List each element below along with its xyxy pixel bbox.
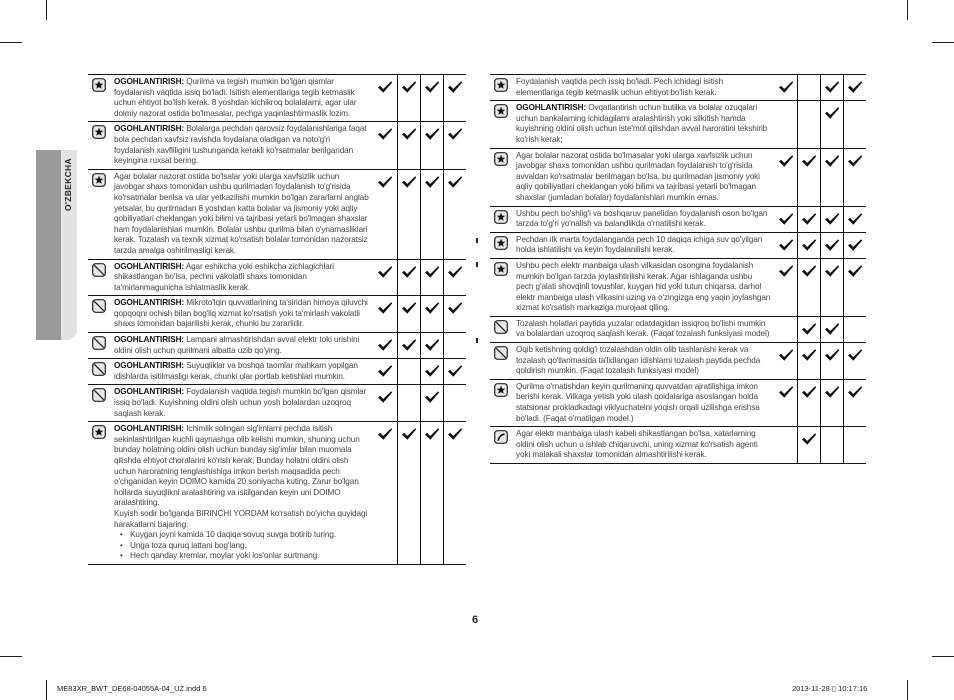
check-icon [424, 80, 440, 94]
model-column-cell [775, 148, 798, 206]
crop-mark [907, 0, 908, 20]
model-column-cell [398, 169, 421, 259]
safety-row [88, 359, 466, 385]
model-column-cell [798, 206, 821, 232]
check-icon [424, 364, 440, 378]
warning-text: Agar elektr manbaiga ulash kabeli shikastlangan bo'lsa, xatarlarning oldini olish uchun u ishlab chiqaruvchi, uning xizmat ko'rsatish agenti yoki malakali shaxslar tomonidan almashtirilishi kerak. [516, 429, 758, 460]
check-icon [778, 238, 794, 252]
star-icon [494, 236, 508, 250]
row-text [514, 148, 775, 206]
model-column-cell [373, 169, 398, 259]
footer-timestamp: 2013-11-28 ▯ 10:17:16 [792, 684, 868, 693]
model-column-cell [844, 427, 867, 464]
model-column-cell [398, 422, 421, 565]
warning-text: Foydalanish vaqtida tegish mumkin bo'lgan qismlar issiq bo'ladi. Kuyishning oldini olish uchun yosh bolalardan uzoqroq saqlash kerak. [114, 387, 367, 418]
check-icon [801, 264, 817, 278]
right-safety-table [490, 74, 866, 464]
model-column-cell [444, 385, 467, 422]
gutter-mark [476, 238, 478, 243]
safety-row [490, 343, 866, 380]
model-column-cell [775, 75, 798, 101]
model-column-cell [798, 232, 821, 258]
check-icon [778, 80, 794, 94]
star-icon [494, 152, 508, 166]
star-icon [92, 125, 106, 139]
warning-label: OGOHLANTIRISH: [114, 387, 185, 397]
check-icon [377, 80, 393, 94]
check-icon [377, 427, 393, 441]
check-icon [824, 385, 840, 399]
check-icon [778, 385, 794, 399]
row-icon-cell [490, 148, 514, 206]
model-column-cell [444, 296, 467, 333]
gutter-mark [476, 338, 478, 343]
row-text [514, 101, 775, 148]
row-text [514, 379, 775, 426]
model-column-cell [398, 296, 421, 333]
model-column-cell [821, 148, 844, 206]
check-icon [847, 264, 863, 278]
check-icon [424, 175, 440, 189]
row-icon-cell [490, 75, 514, 101]
check-icon [824, 154, 840, 168]
check-icon [447, 364, 463, 378]
model-column-cell [421, 169, 444, 259]
check-icon [424, 338, 440, 352]
model-column-cell [421, 359, 444, 385]
row-icon-cell [88, 75, 112, 122]
check-icon [847, 238, 863, 252]
model-column-cell [444, 422, 467, 565]
check-icon [824, 106, 840, 120]
model-column-cell [398, 359, 421, 385]
warning-text: Ushbu pech bo'shlig'i va boshqaruv panelidan foydalanish oson bo'lgan tarzda to'g'ri yo'nalish va balandlikda o'rnatilishi kerak. [516, 208, 768, 229]
safety-row [490, 232, 866, 258]
model-column-cell [844, 75, 867, 101]
row-text [514, 232, 775, 258]
row-text [112, 422, 373, 565]
model-column-cell [798, 379, 821, 426]
model-column-cell [444, 169, 467, 259]
model-column-cell [821, 206, 844, 232]
check-icon [824, 212, 840, 226]
model-column-cell [373, 75, 398, 122]
model-column-cell [844, 148, 867, 206]
warning-text: Ovqatlantirish uchun butilka va bolalar ozuqalari uchun bankalarning ichidagilarni aralashtirish yoki silkitish hamda kuyishning oldini olish uchun iste'mol qilishdan avval haroratini tekshirib ko'rish kerak; [516, 103, 768, 144]
warning-text: Bolalarga pechdan qarovsiz foydalanishlariga faqat bola pechdan xavfsiz ravishda foydalana oladigan va noto'g'ri foydalanish xavfliligini tushunganda kerakli ko'rsatmalar berilgandan keyingina ruxsat bering. [114, 124, 367, 166]
row-icon-cell [88, 122, 112, 169]
gutter-mark [476, 262, 478, 267]
row-icon-cell [88, 422, 112, 565]
row-icon-cell [88, 333, 112, 359]
row-text [514, 343, 775, 380]
check-icon [801, 432, 817, 446]
row-icon-cell [490, 316, 514, 342]
model-column-cell [821, 101, 844, 148]
model-column-cell [421, 75, 444, 122]
model-column-cell [421, 385, 444, 422]
phone-icon [494, 430, 508, 444]
check-icon [847, 80, 863, 94]
safety-row [88, 385, 466, 422]
prohibited-icon [494, 346, 508, 360]
model-column-cell [844, 343, 867, 380]
model-column-cell [844, 316, 867, 342]
model-column-cell [821, 379, 844, 426]
row-text [112, 169, 373, 259]
footer-filename: ME83XR_BWT_DE68-04055A-04_UZ.indd 6 [57, 684, 207, 693]
model-column-cell [821, 258, 844, 316]
model-column-cell [821, 232, 844, 258]
model-column-cell [398, 75, 421, 122]
warning-text: Foydalanish vaqtida pech issiq bo'ladi. Pech ichidagi isitish elementlariga tegib ketmaslik uchun ehtiyot bo'lish kerak. [516, 77, 724, 97]
model-column-cell [373, 333, 398, 359]
check-icon [824, 264, 840, 278]
prohibited-icon [92, 362, 106, 376]
model-column-cell [373, 296, 398, 333]
model-column-cell [444, 333, 467, 359]
row-text [112, 385, 373, 422]
model-column-cell [798, 343, 821, 380]
warning-text: Qurilma o'rnatishdan keyin qurilmaning quvvatdan ajratilishiga imkon berishi kerak. Vilkaga yetish yoki ulash qoidalariga asoslangan holda statsionar prokladkadagi viklyuchatelni yoqish orqali uzilishga erishsa bo'ladi. (Faqat o'rnatilgan model.) [516, 381, 760, 423]
model-column-cell [373, 422, 398, 565]
row-text [112, 296, 373, 333]
check-icon [401, 175, 417, 189]
row-icon-cell [88, 385, 112, 422]
safety-row [490, 258, 866, 316]
side-tab-label: O'ZBEKCHA [63, 158, 73, 211]
check-icon [424, 127, 440, 141]
row-text [112, 122, 373, 169]
warning-text: Lampani almashtirishdan avval elektr toki urishini oldini olish uchun qurilmani albatta uzib qo'ying. [114, 335, 360, 355]
model-column-cell [421, 422, 444, 565]
row-icon-cell [490, 427, 514, 464]
prohibited-icon [92, 336, 106, 350]
warning-text: Tozalash holatlari paytida yuzalar odatdagidan issiqroq bo'lishi mumkin va bolalardan uzoqroq saqlash kerak. (Faqat tozalash funksiyasi model) [516, 318, 770, 339]
check-icon [424, 301, 440, 315]
first-aid-item: • Hech qanday kremlar, moylar yoki los'onlar surtmang. [130, 551, 369, 562]
model-column-cell [775, 232, 798, 258]
check-icon [847, 385, 863, 399]
row-icon-cell [88, 259, 112, 296]
safety-row [490, 379, 866, 426]
warning-text: Suyuqliklar va boshqa taomlar mahkam yopilgan idishlarda isitilmasligi kerak, chunki ular portlab ketishlari mumkin. [114, 361, 358, 381]
row-text [112, 333, 373, 359]
first-aid-list [114, 530, 369, 562]
warning-label: OGOHLANTIRISH: [114, 261, 185, 271]
row-icon-cell [88, 296, 112, 333]
safety-row [88, 333, 466, 359]
warning-label: OGOHLANTIRISH: [114, 335, 185, 345]
check-icon [824, 348, 840, 362]
model-column-cell [421, 122, 444, 169]
safety-row [490, 75, 866, 101]
model-column-cell [844, 258, 867, 316]
prohibited-icon [92, 263, 106, 277]
model-column-cell [775, 258, 798, 316]
safety-row [490, 206, 866, 232]
check-icon [377, 364, 393, 378]
check-icon [424, 427, 440, 441]
star-icon [92, 425, 106, 439]
star-icon [92, 173, 106, 187]
first-aid-intro: Kuyish sodir bo'lganda BIRINCHI YORDAM ko'rsatish bo'yicha quyidagi harakatlarni bajaring: [114, 508, 368, 529]
model-column-cell [398, 385, 421, 422]
warning-text: Mikroto'lqin quvvatlarining ta'siridan himoya qiluvchi qopqoqni ochish bilan bog'liq xizmat ko'rsatish yoki ta'mirlash vakolatli shaxs tomonidan bajarilishi kerak, chunki bu zararlidir. [114, 298, 368, 329]
check-icon [778, 264, 794, 278]
check-icon [447, 175, 463, 189]
model-column-cell [444, 259, 467, 296]
model-column-cell [398, 333, 421, 359]
crop-mark [907, 680, 908, 700]
check-icon [401, 265, 417, 279]
check-icon [447, 127, 463, 141]
safety-row [490, 316, 866, 342]
crop-mark [46, 0, 47, 20]
first-aid-item: • Kuygan joyni kamida 10 daqiqa sovuq suvga botirib turing. [130, 530, 369, 541]
model-column-cell [775, 206, 798, 232]
check-icon [377, 127, 393, 141]
check-icon [824, 80, 840, 94]
language-side-tab [36, 150, 77, 340]
check-icon [377, 301, 393, 315]
warning-text: Qurilma va tegish mumkin bo'lgan qismlar foydalanish vaqtida issiq bo'ladi. Isitish elementlariga tegib ketmaslik uchun ehtiyot bo'lish kerak. 8 yoshdan kichikroq bolalalarni, agar ular doimiy nazorat ostida bo'lmasalar, pechga yaqinlashtirmaslik lozim. [114, 77, 357, 118]
check-icon [447, 80, 463, 94]
check-icon [377, 390, 393, 404]
model-column-cell [775, 316, 798, 342]
safety-row [490, 148, 866, 206]
check-icon [847, 212, 863, 226]
safety-row [88, 296, 466, 333]
row-icon-cell [490, 206, 514, 232]
row-text [514, 206, 775, 232]
warning-text: Ichimlik solingan sig'imlarni pechda isitish sekinlashtirilgan kuchli qaynashga olib kelishi mumkin, shuning uchun bunday holatning oldini olish uchun bunday sig'imlar bilan muomala qilishda ehtiyot choralarini ko'rish kerak; Bunday holatni oldini olish uchun haroratning tenglashishiga imkon berish maqsadida pech o'chganidan keyin DOIMO kamida 20 soniyacha kuting. Zarur bo'lgan hollarda suyuqlikni aralashtiring va isitilgandan keyin uni DOIMO aralashtiring. [114, 424, 360, 508]
warning-label: OGOHLANTIRISH: [516, 103, 587, 113]
star-icon [494, 383, 508, 397]
model-column-cell [444, 122, 467, 169]
model-column-cell [798, 316, 821, 342]
row-text [514, 316, 775, 342]
model-column-cell [444, 75, 467, 122]
model-column-cell [798, 427, 821, 464]
warning-text: Agar bolalar nazorat ostida bo'lsalar yoki ularga xavfsizlik uchun javobgar shaxs tomonidan ushbu qurilmadan foydalanish to'g'risida ko'rsatmalar berilsa va ular yetkazilishi mumkin bo'lgan zararlarni anglab yetsalar, bu qurilmadan 8 yoshdan katta bolalar va jismoniy yoki aqliy qobiliyatlari cheklangan yoki bilimi va tajribasi yetarli bo'lmagan shaxslar ham foydalanishlari mumkin. Bolalar ushbu qurilma bilan o'ynamasliklari kerak. Tozalash va texnik xizmat ko'rsatish bolalar tomonidan nazoratsiz tarzda amalga oshirilmasligi kerak. [114, 171, 369, 255]
check-icon [424, 265, 440, 279]
crop-mark [932, 656, 954, 657]
model-column-cell [821, 316, 844, 342]
model-column-cell [821, 427, 844, 464]
row-text [112, 259, 373, 296]
check-icon [778, 348, 794, 362]
safety-row [490, 101, 866, 148]
model-column-cell [373, 385, 398, 422]
row-text [112, 359, 373, 385]
warning-label: OGOHLANTIRISH: [114, 77, 185, 86]
row-text [514, 427, 775, 464]
check-icon [801, 322, 817, 336]
row-icon-cell [490, 379, 514, 426]
model-column-cell [373, 359, 398, 385]
safety-row [88, 122, 466, 169]
row-icon-cell [88, 169, 112, 259]
model-column-cell [775, 101, 798, 148]
check-icon [847, 154, 863, 168]
star-icon [494, 262, 508, 276]
check-icon [447, 301, 463, 315]
check-icon [824, 238, 840, 252]
crop-mark [0, 42, 22, 43]
safety-row [88, 259, 466, 296]
warning-text: Oqib ketishning qoldig'i tozalashdan oldin olib tashlanishi kerak va tozalash qo'llanmasida ta'lidlangan idishlarni tozalash paytida pechda qoldirish mumkin. (Faqat tozalash funksiyasi model) [516, 345, 761, 376]
model-column-cell [444, 359, 467, 385]
page-number: 6 [472, 614, 479, 626]
safety-row [490, 427, 866, 464]
model-column-cell [821, 75, 844, 101]
check-icon [401, 338, 417, 352]
model-column-cell [421, 333, 444, 359]
warning-label: OGOHLANTIRISH: [114, 124, 185, 134]
row-icon-cell [490, 101, 514, 148]
model-column-cell [421, 296, 444, 333]
star-icon [494, 104, 508, 118]
row-text [514, 75, 775, 101]
check-icon [377, 175, 393, 189]
model-column-cell [775, 379, 798, 426]
warning-label: OGOHLANTIRISH: [114, 424, 185, 434]
model-column-cell [844, 206, 867, 232]
crop-mark [46, 680, 47, 700]
safety-row [88, 169, 466, 259]
crop-mark [932, 42, 954, 43]
left-safety-table [88, 74, 466, 565]
check-icon [401, 427, 417, 441]
check-icon [401, 127, 417, 141]
check-icon [801, 348, 817, 362]
first-aid-item: • Unga toza quruq lattani bog'lang. [130, 541, 369, 552]
warning-text: Pechdan ilk marta foydalanganda pech 10 daqiqa ichiga suv qo'yilgan holda ishlatilishi va keyin foydalanilishi kerak. [516, 234, 763, 255]
model-column-cell [798, 101, 821, 148]
prohibited-icon [92, 299, 106, 313]
check-icon [424, 390, 440, 404]
model-column-cell [844, 379, 867, 426]
prohibited-icon [494, 320, 508, 334]
row-icon-cell [490, 232, 514, 258]
star-icon [494, 78, 508, 92]
row-text [514, 258, 775, 316]
warning-label: OGOHLANTIRISH: [114, 361, 185, 371]
model-column-cell [798, 75, 821, 101]
prohibited-icon [92, 388, 106, 402]
check-icon [377, 265, 393, 279]
row-icon-cell [490, 258, 514, 316]
row-text [112, 75, 373, 122]
model-column-cell [421, 259, 444, 296]
side-tab-dark-band [36, 150, 61, 340]
model-column-cell [398, 122, 421, 169]
warning-text: Agar eshikcha yoki eshikcha zichlagichlari shikastlangan bo'lsa, pechni vakolatli shaxs tomonidan ta'mirlanmagunicha ishlatmaslik kerak. [114, 261, 334, 292]
model-column-cell [844, 101, 867, 148]
warning-text: Ushbu pech elektr manbaiga ulash vilkasidan osongina foydalanish mumkin bo'lgan tarzda joylashtirilishi kerak. Agar ishlaganda ushbu pech g'alati shovqinli tovushlar, kuygan hid yoki tutun chiqarsa, darhol elektr manbaiga ulash vilkasini uzing va o'zingizga eng yaqin joylashgan xizmat ko'rsatish markaziga murojaat qiling. [516, 260, 771, 313]
check-icon [801, 154, 817, 168]
safety-row [88, 75, 466, 122]
model-column-cell [398, 259, 421, 296]
check-icon [801, 385, 817, 399]
model-column-cell [373, 259, 398, 296]
check-icon [401, 301, 417, 315]
model-column-cell [373, 122, 398, 169]
check-icon [801, 212, 817, 226]
crop-mark [0, 656, 22, 657]
check-icon [447, 427, 463, 441]
star-icon [494, 210, 508, 224]
model-column-cell [821, 343, 844, 380]
check-icon [824, 322, 840, 336]
model-column-cell [798, 258, 821, 316]
model-column-cell [798, 148, 821, 206]
warning-label: OGOHLANTIRISH: [114, 298, 185, 308]
check-icon [847, 348, 863, 362]
model-column-cell [844, 232, 867, 258]
check-icon [401, 80, 417, 94]
row-icon-cell [490, 343, 514, 380]
model-column-cell [775, 343, 798, 380]
star-icon [92, 78, 106, 92]
row-icon-cell [88, 359, 112, 385]
check-icon [377, 338, 393, 352]
check-icon [778, 154, 794, 168]
warning-text: Agar bolalar nazorat ostida bo'lmasalar yoki ularga xavfsizlik uchun javobgar shaxs tomonidan ushbu qurilmadan foydalanish to'g'risida avvaldan ko'rsatmalar berilmagan bo'lsa, bu qurilmadan jismoniy yoki aqliy qobiliyatlari cheklangan yoki bilimi va tajribasi yetarli bo'lmagan shaxslar (jumladan bolalar) foydalanishlari mumkin emas. [516, 150, 760, 202]
check-icon [447, 265, 463, 279]
check-icon [801, 238, 817, 252]
check-icon [778, 212, 794, 226]
safety-row [88, 422, 466, 565]
model-column-cell [775, 427, 798, 464]
